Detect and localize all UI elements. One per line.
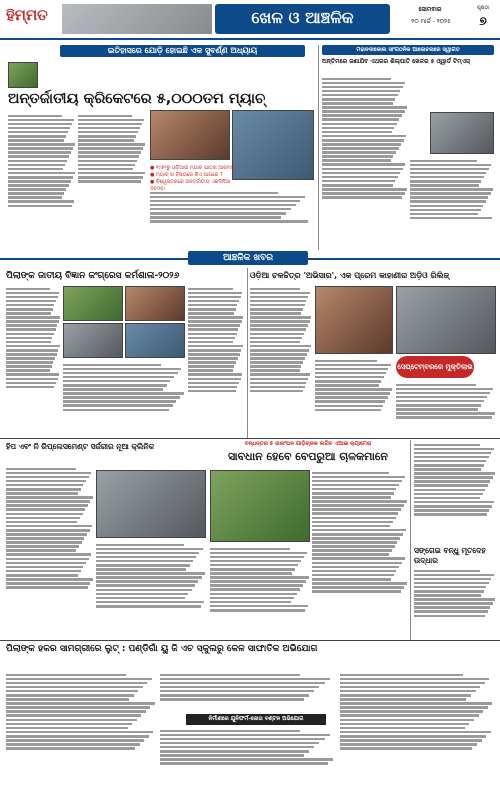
photo-film-2: [396, 286, 496, 354]
section-title: ଖେଳ ଓ ଆଞ୍ଚଳିକ: [251, 8, 354, 27]
film-headline: ଓଡ଼ିଆ ଚଳଚ୍ଚିତ୍ର 'ଅଭିସାର', ଏକ ପ୍ରେମ କାହାଣୀର ଅଡ଼ିଓ ରିଲିଜ୍: [250, 271, 450, 280]
top-story-col3: [150, 190, 310, 240]
photo-science-3: [63, 323, 123, 358]
bottom-body-2: [160, 672, 335, 712]
bullet-3: ● ବିଶ୍ୱସ୍ତରରେ ଅନ୍ତର୍ଜାତୀୟ ଏକଦିନିଆ ଦବଦବା: [150, 179, 231, 192]
photo-umpire: [8, 62, 38, 88]
top-story-headline: ଅନ୍ତର୍ଜାତୀୟ କ୍ରିକେଟରେ ୫,୦୦୦ତମ ମ୍ୟାଚ୍: [8, 91, 266, 107]
top-story-col1: [8, 113, 76, 243]
photo-science-4: [125, 323, 185, 358]
top-story-bullets: [150, 165, 235, 193]
column-divider-2: [247, 268, 248, 438]
hospital-body-1: [6, 466, 94, 636]
right-column-body: [414, 442, 496, 544]
photo-player: [430, 112, 494, 154]
photo-science-2: [125, 286, 185, 321]
hospital-headline: ହିପ ଏବଂ ନି ରିପ୍ଲେସମେଣ୍ଟ ସର୍ଜରୀର ନୂଆ କ୍ଲିନିକ: [6, 442, 155, 451]
weekday: ସୋମବାର: [418, 6, 442, 13]
logo: ହିମ୍ମତ: [6, 6, 48, 24]
photo-traffic: [210, 470, 310, 542]
column-divider-3: [410, 440, 411, 640]
date: ୧୦ ମାର୍ଚ୍ଚ - ୨୦୨୫: [411, 18, 451, 25]
traffic-body-1: [312, 470, 408, 638]
divider-mid: [0, 438, 500, 439]
science-body-2: [63, 362, 185, 432]
science-headline: ପିଲାଙ୍କ ଜାତୀୟ ବିଜ୍ଞାନ କଂଗ୍ରେସ କର୍ମଶାଳା-୨୦୨୬: [6, 271, 180, 281]
traffic-body-2: [210, 546, 310, 638]
photo-celebration: [232, 110, 314, 180]
photo-science-1: [63, 286, 123, 321]
film-body-2: [315, 358, 393, 436]
bottom-box: ନିର୍ମାଣରେ ଯୁନିଫର୍ମ-ଜୋତା ବଣ୍ଟନ ଅଭିଯୋଗ: [186, 714, 326, 725]
traffic-headline: ସାବଧାନ ହେବେ ବେପରୁଆ ଚାଳକମାନେ: [227, 450, 389, 463]
photo-film-1: [315, 286, 393, 354]
masthead-photo-strip: [62, 4, 212, 34]
gathering-headline: ସଙ୍ଗେଇ ବନ୍ଧୁ ମୂତଦେହ ଉଦ୍ଧାର: [414, 546, 486, 565]
bottom-body-3: [160, 728, 335, 782]
regional-banner: ଆଞ୍ଚଳିକ ଖବର: [188, 251, 308, 265]
traffic-kicker: ବନ୍ଧନ୍ତର ୫ ଉଲଂଘନ ଗାଡ଼ିଚାଳକ ଲଗିବ ଏଆଇ କ୍ୟାମେରା: [244, 441, 372, 447]
right-top-body-2: [410, 158, 494, 244]
page-number-label: ପୃଷ୍ଠା: [477, 5, 489, 11]
film-tag: ସେପ୍ଟେମ୍ବରରେ ମୁକ୍ତିଲାଭ: [396, 356, 474, 378]
top-story-col2: [78, 113, 146, 213]
bottom-body-4: [340, 672, 494, 782]
column-divider: [318, 45, 319, 250]
bottom-headline: ପିଲାଙ୍କ ହକର ସାମଗ୍ରୀରେ ଲୁଟ୍ : ପଣ୍ଡିଗାଁ ୟୁ ଜି ଏଚ ସ୍କୁଲରୁ କେଳ ସାଙ୍ଘାତିକ ଅଭିଯୋଗ: [6, 644, 318, 654]
bullet-1: ● ୧୯୭୧ରୁ ଓଡ଼ିଆଇ ମ୍ୟାଚ ଯାତ୍ରା ଆରମ୍ଭ: [150, 165, 235, 171]
right-top-ribbon: ମହାନଦୀକୋଲ ସାଂଗଠନିକ ଆଲୋଚନାରେ ସ୍ୱାଗତ: [322, 45, 494, 55]
bottom-body-1: [6, 672, 156, 782]
page-number: ୭: [479, 14, 487, 28]
film-body-1: [250, 286, 312, 436]
masthead: [0, 0, 500, 40]
film-body-3: [396, 382, 496, 436]
science-body-1: [6, 286, 61, 431]
bullet-2: ● ମ୍ୟାଚ୍ ର ବିଷୟରେ କିଏ ଆଗରେ ?: [150, 172, 223, 178]
science-body-3: [188, 286, 244, 432]
divider-bottom: [0, 640, 500, 641]
right-top-body: [322, 76, 408, 244]
photo-hospital: [96, 470, 206, 538]
right-top-headline: ଅନ୍ତିମରେ ଜଣାଯିବ ଏଥରର ଶିଲ୍ପାତି ଖେଳର ୫ ଓ୍ୱାର୍ଡ ଟିମ୍‌ଏସ୍: [322, 58, 470, 65]
photo-batsman: [150, 110, 230, 160]
top-story-kicker: ଇତିହାସରେ ଯୋଡ଼ି ହୋଇଛି ଏକ ସୁବର୍ଣ୍ଣ ଅଧ୍ୟାୟ: [60, 45, 305, 57]
gathering-body: [414, 568, 496, 638]
hospital-body-2: [96, 542, 206, 637]
